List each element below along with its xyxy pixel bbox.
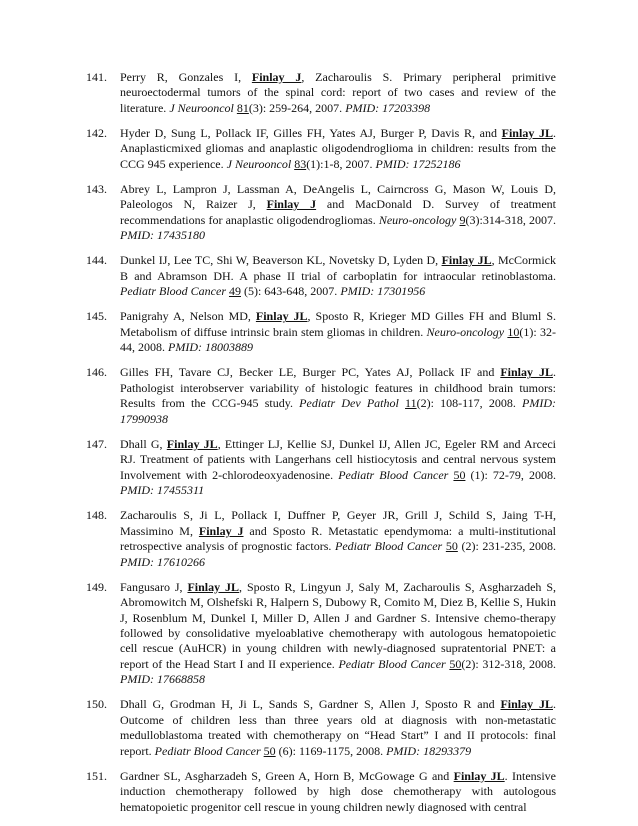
author-highlight: Finlay JL xyxy=(255,309,308,324)
author-highlight: Finlay J xyxy=(251,70,302,84)
citation-italic: Pediatr Dev Pathol xyxy=(299,396,406,411)
reference-fragment: (1):1-8, 2007. xyxy=(306,156,376,171)
reference-number: 142. xyxy=(86,126,107,141)
reference-text xyxy=(120,580,556,688)
citation-italic: J Neurooncol xyxy=(226,156,295,171)
reference-fragment: , Sposto R, Lingyun J, Saly M, Zacharoulis S, Asgharzadeh S, Abromowitch M, Olshefski R, Halpern S, Dubowy R, Comito M, Diez B, Kellie S, Hukin J, Rosenblum M, Dunkel I, Miller D, Allen J and Gardner S. Intensive chemo-therapy followed by consolidative myeloablative chemotherapy with autologous hematopoietic cell rescue (AuHCR) in young children with newly-diagnosed supratentorial PNET: a report of the Head Start I and II experience. xyxy=(120,579,556,671)
reference-number: 144. xyxy=(86,253,107,268)
citation-italic: PMID: 17990938 xyxy=(120,396,557,426)
reference-fragment: Hyder D, Sung L, Pollack IF, Gilles FH, Yates AJ, Burger P, Davis R, and xyxy=(120,126,502,141)
reference-fragment: . Intensive induction chemotherapy followed by high dose chemotherapy with autologous hematopoietic progenitor cell rescue in young children newly diagnosed with central xyxy=(120,768,556,814)
reference-fragment: (2): 231-235, 2008. xyxy=(457,539,557,554)
reference-entry xyxy=(86,580,556,688)
citation-italic: PMID: 17203398 xyxy=(345,100,431,115)
volume-number: 83 xyxy=(294,156,307,171)
reference-fragment: (1): 72-79, 2008. xyxy=(465,467,557,482)
reference-fragment: Dhall G, Grodman H, Ji L, Sands S, Gardner S, Allen J, Sposto R and xyxy=(120,697,501,712)
reference-text xyxy=(120,126,556,172)
citation-italic: Pediatr Blood Cancer xyxy=(154,743,264,758)
volume-number: 11 xyxy=(405,396,417,411)
citation-italic: PMID: 17252186 xyxy=(375,156,461,171)
reference-entry xyxy=(86,437,556,499)
author-highlight: Finlay JL xyxy=(453,768,505,783)
reference-entry xyxy=(86,508,556,570)
reference-number: 147. xyxy=(86,436,107,451)
reference-fragment: . Outcome of children less than three years old at diagnosis with non-metastatic medulloblastoma treated with chemotherapy on “Head Start” I and II protocols: final report. xyxy=(120,697,556,758)
reference-number: 148. xyxy=(86,508,107,523)
reference-entry xyxy=(86,697,556,759)
reference-entry xyxy=(86,126,556,172)
reference-text xyxy=(120,769,556,815)
citation-italic: Pediatr Blood Cancer xyxy=(338,467,454,482)
reference-entry xyxy=(86,365,556,427)
reference-fragment: Gilles FH, Tavare CJ, Becker LE, Burger PC, Yates AJ, Pollack IF and xyxy=(120,365,501,380)
reference-number: 150. xyxy=(86,697,107,712)
reference-fragment: (1): 32-44, 2008. xyxy=(120,324,557,355)
reference-fragment: , Ettinger LJ, Kellie SJ, Dunkel IJ, Allen JC, Egeler RM and Arceci RJ. Treatment of patients with Langerhans cell histiocytosis and central nervous system Involvement with 2-chlorodeoxyadenosine. xyxy=(120,436,556,482)
reference-number: 143. xyxy=(86,182,107,197)
author-highlight: Finlay J xyxy=(266,197,317,212)
reference-text xyxy=(120,253,556,299)
reference-fragment: (5): 643-648, 2007. xyxy=(240,284,341,299)
citation-italic: Neuro-oncology xyxy=(378,212,460,227)
reference-fragment: and MacDonald D. Survey of treatment recommendations for anaplastic oligodendrogliomas. xyxy=(120,197,556,227)
reference-entry xyxy=(86,70,556,116)
reference-fragment: Panigrahy A, Nelson MD, xyxy=(120,309,256,324)
reference-fragment: Dhall G, xyxy=(120,436,167,451)
citation-italic: Pediatr Blood Cancer xyxy=(338,656,450,671)
reference-entry xyxy=(86,182,556,244)
citation-italic: PMID: 17610266 xyxy=(120,554,205,569)
citation-italic: PMID: 18293379 xyxy=(386,743,472,758)
volume-number: 9 xyxy=(459,212,466,227)
reference-text xyxy=(120,309,556,355)
reference-entry xyxy=(86,253,556,299)
reference-number: 145. xyxy=(86,309,107,324)
reference-fragment: (2): 108-117, 2008. xyxy=(416,396,523,411)
citation-italic: J Neurooncol xyxy=(169,100,237,115)
citation-italic: Pediatr Blood Cancer xyxy=(120,284,229,299)
citation-italic: PMID: 18003889 xyxy=(168,340,253,355)
author-highlight: Finlay JL xyxy=(441,253,492,268)
author-highlight: Finlay JL xyxy=(500,697,553,712)
reference-entry xyxy=(86,769,556,815)
author-highlight: Finlay JL xyxy=(166,436,218,451)
volume-number: 81 xyxy=(236,100,249,115)
reference-text xyxy=(120,365,556,427)
volume-number: 50 xyxy=(263,743,276,758)
reference-fragment: , Sposto R, Krieger MD Gilles FH and Bluml S. Metabolism of diffuse intrinsic brain stem gliomas in children. xyxy=(120,309,556,339)
author-highlight: Finlay JL xyxy=(187,579,240,594)
reference-fragment: (2): 312-318, 2008. xyxy=(461,656,556,671)
reference-fragment: Abrey L, Lampron J, Lassman A, DeAngelis L, Cairncross G, Mason W, Louis D, Paleologos N, Raizer J, xyxy=(120,182,556,212)
reference-fragment: , Zacharoulis S. Primary peripheral primitive neuroectodermal tumors of the spinal cord: report of two cases and review of the literature. xyxy=(120,70,557,115)
citation-italic: PMID: 17301956 xyxy=(340,284,426,299)
reference-fragment: . Pathologist interobserver variability of histologic features in childhood brain tumors: Results from the CCG-945 study. xyxy=(120,365,556,411)
reference-fragment: , McCormick B and Abramson DH. A phase II trial of carboplatin for intraocular retinoblastoma. xyxy=(120,253,556,283)
author-highlight: Finlay J xyxy=(198,523,244,538)
reference-text xyxy=(120,437,556,499)
volume-number: 50 xyxy=(453,467,466,482)
author-highlight: Finlay JL xyxy=(500,365,553,380)
reference-number: 149. xyxy=(86,579,107,594)
citation-italic: Neuro-oncology xyxy=(426,324,508,339)
volume-number: 50 xyxy=(449,656,462,671)
reference-entry xyxy=(86,309,556,355)
reference-fragment: (3): 259-264, 2007. xyxy=(248,100,346,115)
citation-italic: PMID: 17668858 xyxy=(120,672,205,687)
citation-italic: Pediatr Blood Cancer xyxy=(335,539,446,554)
reference-text xyxy=(120,70,556,116)
reference-list xyxy=(86,70,556,825)
reference-text xyxy=(120,697,556,759)
reference-fragment: and Sposto R. Metastatic ependymoma: a multi-institutional retrospective analysis of prognostic factors. xyxy=(120,523,557,554)
reference-number: 146. xyxy=(86,365,107,380)
reference-fragment: Gardner SL, Asgharzadeh S, Green A, Horn B, McGowage G and xyxy=(120,768,454,783)
citation-italic: PMID: 17435180 xyxy=(120,228,205,243)
reference-fragment: Dunkel IJ, Lee TC, Shi W, Beaverson KL, Novetsky D, Lyden D, xyxy=(120,253,442,268)
reference-text xyxy=(120,508,556,570)
reference-text xyxy=(120,182,556,244)
reference-fragment: Fangusaro J, xyxy=(120,579,188,594)
reference-fragment: Zacharoulis S, Ji L, Pollack I, Duffner P, Geyer JR, Grill J, Schild S, Jaing T-H, Massimino M, xyxy=(120,508,556,538)
citation-italic: PMID: 17455311 xyxy=(120,483,205,498)
reference-number: 151. xyxy=(86,768,107,783)
volume-number: 49 xyxy=(228,284,241,299)
reference-fragment: (6): 1169-1175, 2008. xyxy=(275,743,387,758)
reference-fragment: (3):314-318, 2007. xyxy=(465,212,556,227)
reference-number: 141. xyxy=(86,70,107,84)
reference-fragment: Perry R, Gonzales I, xyxy=(120,70,252,84)
reference-fragment: . Anaplasticmixed gliomas and anaplastic oligodendroglioma in children: results from the CCG 945 experience. xyxy=(120,126,556,171)
volume-number: 50 xyxy=(445,539,458,554)
volume-number: 10 xyxy=(507,324,520,339)
author-highlight: Finlay JL xyxy=(501,126,553,141)
